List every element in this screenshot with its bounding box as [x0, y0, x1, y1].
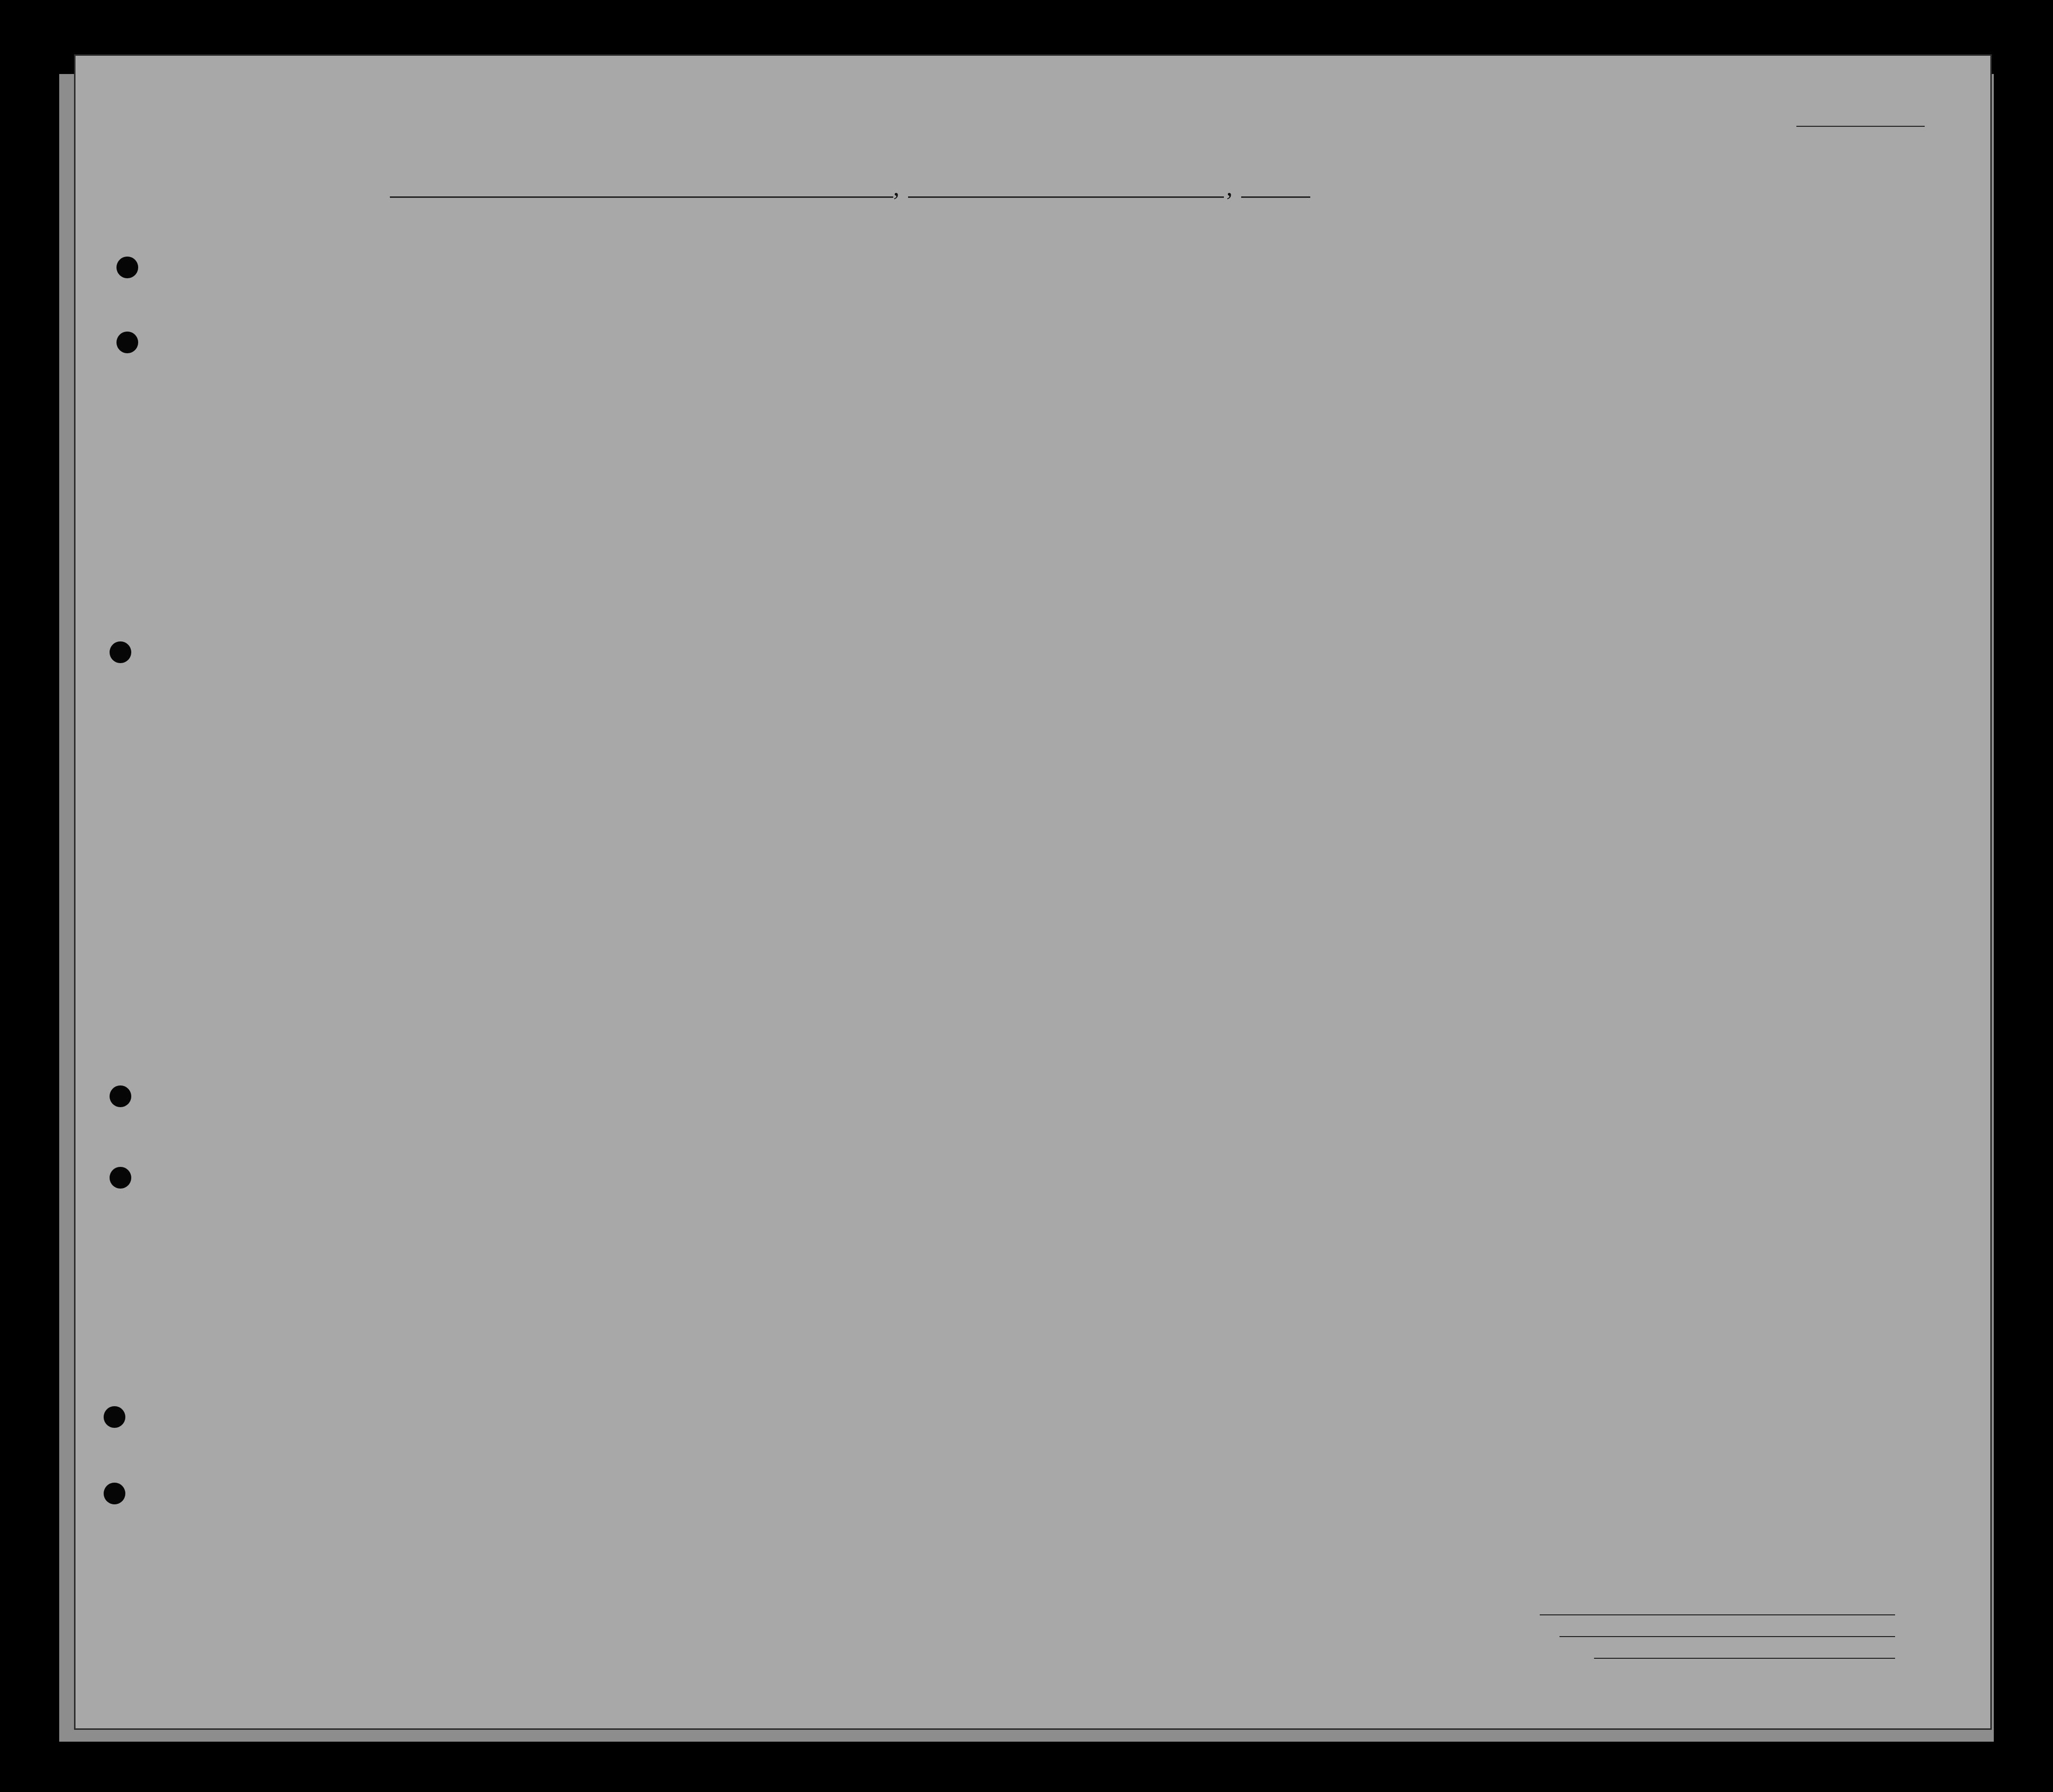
header-ticket	[626, 311, 641, 424]
comma: ,	[893, 173, 900, 201]
header-feet	[1670, 395, 1682, 429]
header-inches	[1690, 390, 1703, 429]
header-purpose-a	[1208, 328, 1228, 422]
agents-underline	[1594, 1658, 1895, 1659]
header-q29	[1459, 313, 1484, 422]
header-purpose-b	[1249, 328, 1268, 422]
header-q30	[1500, 316, 1515, 424]
header-q31	[1521, 316, 1536, 424]
header-prison	[1319, 313, 1343, 422]
header-purpose-c	[1286, 328, 1305, 422]
header-possession-50	[748, 311, 767, 424]
comma: ,	[1226, 173, 1233, 201]
line-underline	[1540, 1614, 1895, 1615]
header-anarchist	[1386, 316, 1401, 424]
owners-underline	[1559, 1636, 1895, 1637]
header-polygamist	[1361, 316, 1376, 424]
header-q28	[1411, 313, 1441, 422]
